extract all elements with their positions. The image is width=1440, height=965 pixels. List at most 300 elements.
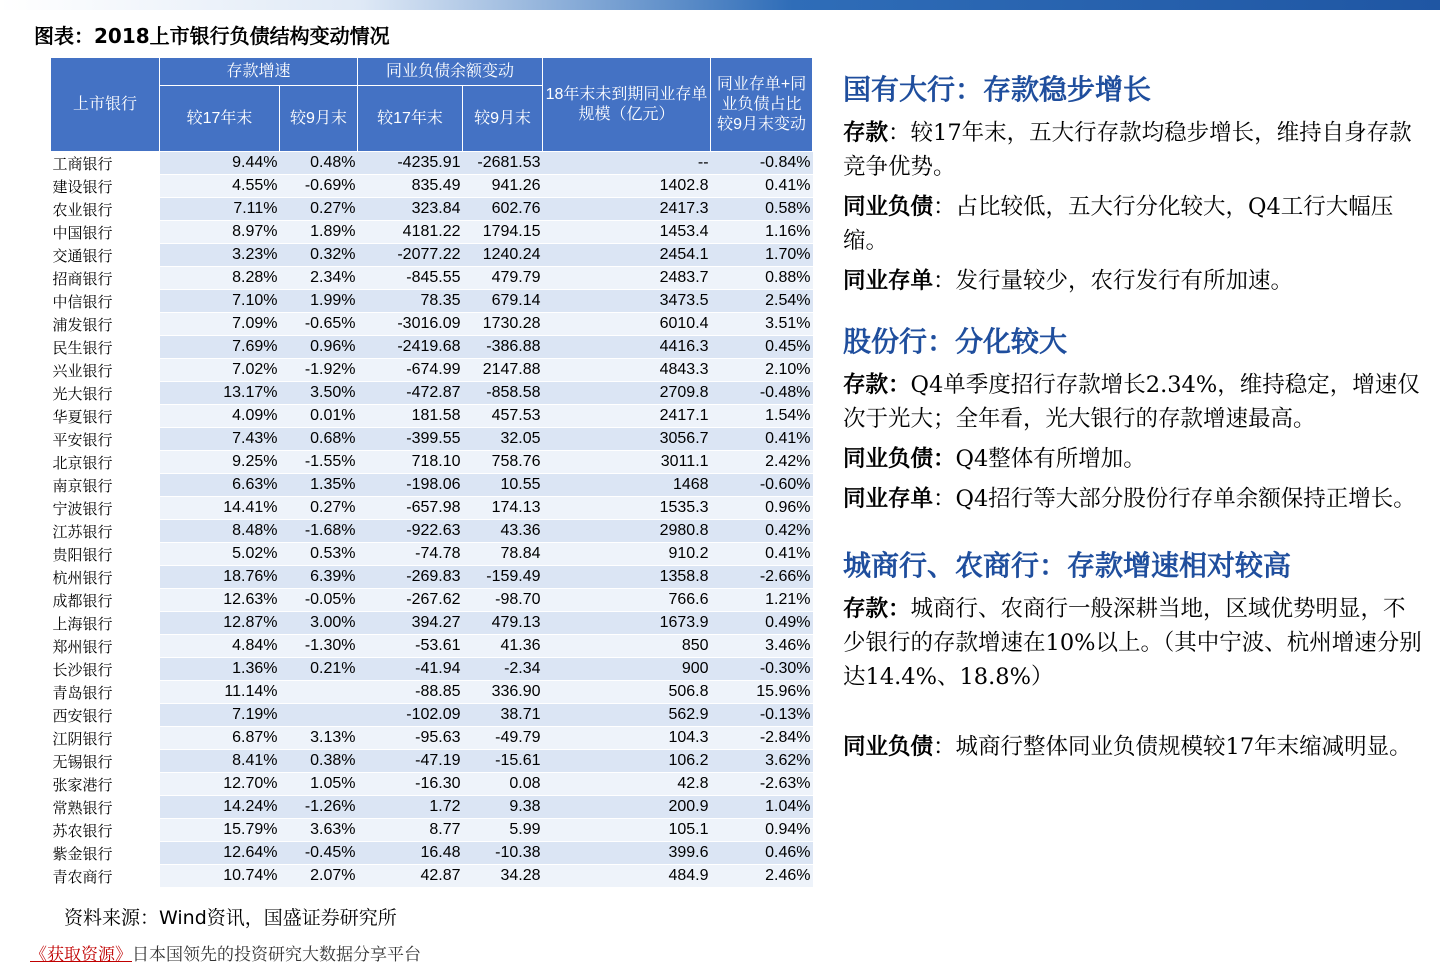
paragraph-label: 同业负债 xyxy=(843,734,934,760)
header-bank: 上市银行 xyxy=(51,58,160,152)
footer-text: 日本国领先的投资研究大数据分享平台 xyxy=(132,945,421,965)
ratio-change-cell: 1.54% xyxy=(711,405,813,428)
ratio-change-cell: -0.13% xyxy=(711,704,813,727)
deposit-vs9-cell: 6.39% xyxy=(280,566,358,589)
bank-name-cell: 中国银行 xyxy=(51,221,160,244)
table-row xyxy=(51,451,813,474)
table-row xyxy=(51,750,813,773)
ncd-maturing-cell: 1358.8 xyxy=(543,566,711,589)
deposit-vs17-cell: 4.55% xyxy=(160,175,280,198)
deposit-vs17-cell: 11.14% xyxy=(160,681,280,704)
ratio-change-cell: -2.63% xyxy=(711,773,813,796)
deposit-vs17-cell: 1.36% xyxy=(160,658,280,681)
section-heading: 城商行、农商行：存款增速相对较高 xyxy=(843,549,1292,582)
interbank-vs9-cell: 5.99 xyxy=(463,819,543,842)
commentary-panel xyxy=(843,68,1423,764)
deposit-vs9-cell: 2.34% xyxy=(280,267,358,290)
bank-name-cell: 青农商行 xyxy=(51,865,160,888)
ratio-change-cell: 0.94% xyxy=(711,819,813,842)
ratio-change-cell: 2.46% xyxy=(711,865,813,888)
table-row xyxy=(51,175,813,198)
bank-name-cell: 兴业银行 xyxy=(51,359,160,382)
table-row xyxy=(51,290,813,313)
bank-name-cell: 江苏银行 xyxy=(51,520,160,543)
ncd-maturing-cell: 106.2 xyxy=(543,750,711,773)
deposit-vs9-cell: 3.50% xyxy=(280,382,358,405)
interbank-vs17-cell: -47.19 xyxy=(358,750,463,773)
bank-name-cell: 贵阳银行 xyxy=(51,543,160,566)
interbank-vs17-cell: -88.85 xyxy=(358,681,463,704)
ncd-maturing-cell: 104.3 xyxy=(543,727,711,750)
table-row xyxy=(51,819,813,842)
deposit-vs9-cell: 0.68% xyxy=(280,428,358,451)
interbank-vs17-cell: 394.27 xyxy=(358,612,463,635)
ratio-change-cell: 0.96% xyxy=(711,497,813,520)
ncd-maturing-cell: 399.6 xyxy=(543,842,711,865)
ratio-change-cell: 0.88% xyxy=(711,267,813,290)
ncd-maturing-cell: 2454.1 xyxy=(543,244,711,267)
bank-name-cell: 青岛银行 xyxy=(51,681,160,704)
ncd-maturing-cell: 1535.3 xyxy=(543,497,711,520)
paragraph-text: ：城商行整体同业负债规模较17年末缩减明显。 xyxy=(933,734,1412,760)
table-row xyxy=(51,267,813,290)
top-banner xyxy=(0,0,1440,10)
interbank-vs9-cell: 174.13 xyxy=(463,497,543,520)
interbank-vs9-cell: 457.53 xyxy=(463,405,543,428)
table-row xyxy=(51,796,813,819)
ncd-maturing-cell: 1453.4 xyxy=(543,221,711,244)
paragraph-text: 城商行、农商行一般深耕当地，区域优势明显，不少银行的存款增速在10%以上。（其中宁波、杭州增速分别达14.4%、18.8%） xyxy=(843,596,1422,690)
deposit-vs9-cell: -0.05% xyxy=(280,589,358,612)
deposit-vs9-cell: 0.32% xyxy=(280,244,358,267)
deposit-vs17-cell: 12.64% xyxy=(160,842,280,865)
deposit-vs9-cell: -1.26% xyxy=(280,796,358,819)
table-body xyxy=(51,152,813,888)
deposit-vs9-cell: 1.35% xyxy=(280,474,358,497)
interbank-vs17-cell: -269.83 xyxy=(358,566,463,589)
ratio-change-cell: 0.41% xyxy=(711,428,813,451)
footer-link[interactable]: 《获取资源》 xyxy=(30,945,132,965)
interbank-vs9-cell: 38.71 xyxy=(463,704,543,727)
deposit-vs17-cell: 7.19% xyxy=(160,704,280,727)
interbank-vs9-cell: 1240.24 xyxy=(463,244,543,267)
ratio-change-cell: 2.42% xyxy=(711,451,813,474)
deposit-vs17-cell: 8.97% xyxy=(160,221,280,244)
deposit-vs17-cell: 4.09% xyxy=(160,405,280,428)
interbank-vs9-cell: 10.55 xyxy=(463,474,543,497)
deposit-vs9-cell: 0.48% xyxy=(280,152,358,175)
interbank-vs17-cell: 42.87 xyxy=(358,865,463,888)
interbank-vs9-cell: 1730.28 xyxy=(463,313,543,336)
interbank-vs17-cell: -922.63 xyxy=(358,520,463,543)
ncd-maturing-cell: 850 xyxy=(543,635,711,658)
bank-name-cell: 长沙银行 xyxy=(51,658,160,681)
table-row xyxy=(51,405,813,428)
deposit-vs9-cell: 0.01% xyxy=(280,405,358,428)
interbank-vs9-cell: -858.58 xyxy=(463,382,543,405)
ncd-maturing-cell: 3056.7 xyxy=(543,428,711,451)
deposit-vs17-cell: 4.84% xyxy=(160,635,280,658)
interbank-vs9-cell: 34.28 xyxy=(463,865,543,888)
bank-name-cell: 上海银行 xyxy=(51,612,160,635)
interbank-vs17-cell: -3016.09 xyxy=(358,313,463,336)
paragraph xyxy=(843,190,1423,258)
deposit-vs17-cell: 12.70% xyxy=(160,773,280,796)
ratio-change-cell: 1.21% xyxy=(711,589,813,612)
ratio-change-cell: 0.42% xyxy=(711,520,813,543)
table-row xyxy=(51,566,813,589)
ncd-maturing-cell: 6010.4 xyxy=(543,313,711,336)
deposit-vs9-cell: -1.30% xyxy=(280,635,358,658)
bank-name-cell: 常熟银行 xyxy=(51,796,160,819)
deposit-vs17-cell: 7.02% xyxy=(160,359,280,382)
interbank-vs17-cell: 718.10 xyxy=(358,451,463,474)
deposit-vs9-cell: -0.65% xyxy=(280,313,358,336)
ratio-change-cell: 3.51% xyxy=(711,313,813,336)
section-joint-stock-banks xyxy=(843,320,1423,516)
deposit-vs9-cell: 0.21% xyxy=(280,658,358,681)
ncd-maturing-cell: 4843.3 xyxy=(543,359,711,382)
ncd-maturing-cell: 2417.3 xyxy=(543,198,711,221)
source-note: 资料来源：Wind资讯，国盛证券研究所 xyxy=(64,903,397,930)
table-row xyxy=(51,635,813,658)
paragraph-label: 同业存单 xyxy=(843,268,934,294)
table-row xyxy=(51,497,813,520)
ratio-change-cell: 3.46% xyxy=(711,635,813,658)
ratio-change-cell: 1.16% xyxy=(711,221,813,244)
table-row xyxy=(51,152,813,175)
bank-name-cell: 建设银行 xyxy=(51,175,160,198)
ratio-change-cell: 0.58% xyxy=(711,198,813,221)
table-row xyxy=(51,221,813,244)
deposit-vs9-cell: 3.63% xyxy=(280,819,358,842)
deposit-vs17-cell: 8.28% xyxy=(160,267,280,290)
paragraph xyxy=(843,264,1423,298)
header-interbank-vs9: 较9月末 xyxy=(463,86,543,152)
ncd-maturing-cell: 4416.3 xyxy=(543,336,711,359)
paragraph-label: 存款 xyxy=(843,120,889,146)
deposit-vs9-cell: -1.68% xyxy=(280,520,358,543)
section-heading: 国有大行：存款稳步增长 xyxy=(843,73,1152,106)
ncd-maturing-cell: 1402.8 xyxy=(543,175,711,198)
bank-name-cell: 民生银行 xyxy=(51,336,160,359)
ratio-change-cell: 2.54% xyxy=(711,290,813,313)
deposit-vs17-cell: 18.76% xyxy=(160,566,280,589)
deposit-vs17-cell: 10.74% xyxy=(160,865,280,888)
bank-name-cell: 浦发银行 xyxy=(51,313,160,336)
interbank-vs9-cell: 679.14 xyxy=(463,290,543,313)
ncd-maturing-cell: 900 xyxy=(543,658,711,681)
header-deposit-growth: 存款增速 xyxy=(160,58,358,86)
section-heading: 股份行：分化较大 xyxy=(843,325,1068,358)
paragraph xyxy=(843,730,1423,764)
table-row xyxy=(51,842,813,865)
deposit-vs9-cell xyxy=(280,681,358,704)
deposit-vs9-cell: 0.27% xyxy=(280,198,358,221)
paragraph-label: 同业负债 xyxy=(843,194,934,220)
paragraph xyxy=(843,368,1423,436)
table-row xyxy=(51,612,813,635)
bank-name-cell: 杭州银行 xyxy=(51,566,160,589)
table-row xyxy=(51,520,813,543)
deposit-vs17-cell: 7.10% xyxy=(160,290,280,313)
deposit-vs17-cell: 3.23% xyxy=(160,244,280,267)
deposit-vs9-cell: 1.99% xyxy=(280,290,358,313)
deposit-vs17-cell: 7.43% xyxy=(160,428,280,451)
deposit-vs9-cell: 0.38% xyxy=(280,750,358,773)
interbank-vs9-cell: 9.38 xyxy=(463,796,543,819)
bank-name-cell: 中信银行 xyxy=(51,290,160,313)
ncd-maturing-cell: 1468 xyxy=(543,474,711,497)
deposit-vs9-cell: -0.69% xyxy=(280,175,358,198)
interbank-vs9-cell: 479.79 xyxy=(463,267,543,290)
paragraph xyxy=(843,592,1423,694)
deposit-vs17-cell: 14.24% xyxy=(160,796,280,819)
bank-name-cell: 工商银行 xyxy=(51,152,160,175)
interbank-vs9-cell: 0.08 xyxy=(463,773,543,796)
deposit-vs17-cell: 5.02% xyxy=(160,543,280,566)
interbank-vs9-cell: 602.76 xyxy=(463,198,543,221)
bank-name-cell: 农业银行 xyxy=(51,198,160,221)
interbank-vs9-cell: 336.90 xyxy=(463,681,543,704)
ratio-change-cell: -0.30% xyxy=(711,658,813,681)
ncd-maturing-cell: 105.1 xyxy=(543,819,711,842)
ratio-change-cell: 0.46% xyxy=(711,842,813,865)
ncd-maturing-cell: -- xyxy=(543,152,711,175)
interbank-vs9-cell: 941.26 xyxy=(463,175,543,198)
ratio-change-cell: 2.10% xyxy=(711,359,813,382)
interbank-vs9-cell: 43.36 xyxy=(463,520,543,543)
ratio-change-cell: -0.60% xyxy=(711,474,813,497)
interbank-vs17-cell: -2419.68 xyxy=(358,336,463,359)
deposit-vs9-cell: -1.55% xyxy=(280,451,358,474)
deposit-vs9-cell: 1.05% xyxy=(280,773,358,796)
table-row xyxy=(51,543,813,566)
paragraph-label: 同业存单 xyxy=(843,486,934,512)
ratio-change-cell: 15.96% xyxy=(711,681,813,704)
table-row xyxy=(51,359,813,382)
deposit-vs9-cell: -0.45% xyxy=(280,842,358,865)
bank-name-cell: 苏农银行 xyxy=(51,819,160,842)
bank-name-cell: 西安银行 xyxy=(51,704,160,727)
bank-name-cell: 郑州银行 xyxy=(51,635,160,658)
ratio-change-cell: 0.45% xyxy=(711,336,813,359)
ncd-maturing-cell: 3011.1 xyxy=(543,451,711,474)
header-deposit-vs17: 较17年末 xyxy=(160,86,280,152)
ncd-maturing-cell: 1673.9 xyxy=(543,612,711,635)
interbank-vs9-cell: 2147.88 xyxy=(463,359,543,382)
ncd-maturing-cell: 42.8 xyxy=(543,773,711,796)
ratio-change-cell: 0.41% xyxy=(711,543,813,566)
bank-name-cell: 平安银行 xyxy=(51,428,160,451)
ncd-maturing-cell: 3473.5 xyxy=(543,290,711,313)
interbank-vs9-cell: 1794.15 xyxy=(463,221,543,244)
header-ncd-maturing: 18年末未到期同业存单规模（亿元） xyxy=(543,58,711,152)
bank-name-cell: 华夏银行 xyxy=(51,405,160,428)
header-interbank-change: 同业负债余额变动 xyxy=(358,58,543,86)
interbank-vs17-cell: -16.30 xyxy=(358,773,463,796)
interbank-vs9-cell: 758.76 xyxy=(463,451,543,474)
interbank-vs17-cell: 16.48 xyxy=(358,842,463,865)
interbank-vs17-cell: -41.94 xyxy=(358,658,463,681)
deposit-vs17-cell: 15.79% xyxy=(160,819,280,842)
ratio-change-cell: 0.41% xyxy=(711,175,813,198)
deposit-vs17-cell: 14.41% xyxy=(160,497,280,520)
table-row xyxy=(51,313,813,336)
ratio-change-cell: 0.49% xyxy=(711,612,813,635)
interbank-vs9-cell: -2681.53 xyxy=(463,152,543,175)
deposit-vs17-cell: 7.11% xyxy=(160,198,280,221)
interbank-vs17-cell: -53.61 xyxy=(358,635,463,658)
ncd-maturing-cell: 2483.7 xyxy=(543,267,711,290)
ratio-change-cell: 1.04% xyxy=(711,796,813,819)
table-row xyxy=(51,198,813,221)
interbank-vs17-cell: -399.55 xyxy=(358,428,463,451)
interbank-vs17-cell: -472.87 xyxy=(358,382,463,405)
deposit-vs9-cell: 3.13% xyxy=(280,727,358,750)
deposit-vs9-cell: 0.96% xyxy=(280,336,358,359)
deposit-vs17-cell: 8.48% xyxy=(160,520,280,543)
interbank-vs17-cell: -95.63 xyxy=(358,727,463,750)
interbank-vs17-cell: 1.72 xyxy=(358,796,463,819)
bank-name-cell: 光大银行 xyxy=(51,382,160,405)
paragraph-label: 存款： xyxy=(843,596,911,622)
section-city-rural-banks xyxy=(843,544,1423,764)
table-row xyxy=(51,865,813,888)
ratio-change-cell: -2.84% xyxy=(711,727,813,750)
footer-line xyxy=(30,940,421,965)
deposit-vs17-cell: 12.63% xyxy=(160,589,280,612)
ratio-change-cell: 1.70% xyxy=(711,244,813,267)
deposit-vs9-cell: 1.89% xyxy=(280,221,358,244)
interbank-vs17-cell: -4235.91 xyxy=(358,152,463,175)
table-row xyxy=(51,474,813,497)
interbank-vs17-cell: 323.84 xyxy=(358,198,463,221)
bank-name-cell: 交通银行 xyxy=(51,244,160,267)
header-interbank-vs17: 较17年末 xyxy=(358,86,463,152)
paragraph xyxy=(843,116,1423,184)
bank-name-cell: 成都银行 xyxy=(51,589,160,612)
table-row xyxy=(51,704,813,727)
interbank-vs9-cell: -386.88 xyxy=(463,336,543,359)
deposit-vs9-cell: 2.07% xyxy=(280,865,358,888)
header-ratio-change: 同业存单+同业负债占比较9月末变动 xyxy=(711,58,813,152)
bank-name-cell: 南京银行 xyxy=(51,474,160,497)
bank-name-cell: 宁波银行 xyxy=(51,497,160,520)
interbank-vs9-cell: -98.70 xyxy=(463,589,543,612)
table-row xyxy=(51,336,813,359)
ncd-maturing-cell: 200.9 xyxy=(543,796,711,819)
interbank-vs9-cell: -15.61 xyxy=(463,750,543,773)
header-deposit-vs9: 较9月末 xyxy=(280,86,358,152)
ratio-change-cell: 3.62% xyxy=(711,750,813,773)
paragraph-text: ：发行量较少，农行发行有所加速。 xyxy=(933,268,1294,294)
ncd-maturing-cell: 562.9 xyxy=(543,704,711,727)
deposit-vs9-cell: 0.53% xyxy=(280,543,358,566)
table-row xyxy=(51,589,813,612)
interbank-vs9-cell: 41.36 xyxy=(463,635,543,658)
ncd-maturing-cell: 2980.8 xyxy=(543,520,711,543)
table-row xyxy=(51,681,813,704)
paragraph xyxy=(843,482,1423,516)
ratio-change-cell: -0.84% xyxy=(711,152,813,175)
deposit-vs17-cell: 13.17% xyxy=(160,382,280,405)
interbank-vs17-cell: -674.99 xyxy=(358,359,463,382)
ratio-change-cell: -2.66% xyxy=(711,566,813,589)
paragraph-label: 存款： xyxy=(843,372,911,398)
paragraph-text: Q4单季度招行存款增长2.34%，维持稳定，增速仅次于光大；全年看，光大银行的存款增速最高。 xyxy=(843,372,1420,432)
bank-name-cell: 北京银行 xyxy=(51,451,160,474)
paragraph xyxy=(843,442,1423,476)
interbank-vs9-cell: -159.49 xyxy=(463,566,543,589)
interbank-vs17-cell: 835.49 xyxy=(358,175,463,198)
deposit-vs9-cell xyxy=(280,704,358,727)
ncd-maturing-cell: 766.6 xyxy=(543,589,711,612)
paragraph-text: ：Q4招行等大部分股份行存单余额保持正增长。 xyxy=(933,486,1416,512)
paragraph-label: 同业负债： xyxy=(843,446,956,472)
bank-liability-table xyxy=(50,57,813,888)
interbank-vs9-cell: -49.79 xyxy=(463,727,543,750)
deposit-vs17-cell: 8.41% xyxy=(160,750,280,773)
ncd-maturing-cell: 910.2 xyxy=(543,543,711,566)
interbank-vs17-cell: 4181.22 xyxy=(358,221,463,244)
deposit-vs9-cell: -1.92% xyxy=(280,359,358,382)
interbank-vs17-cell: -845.55 xyxy=(358,267,463,290)
interbank-vs9-cell: -10.38 xyxy=(463,842,543,865)
interbank-vs17-cell: 8.77 xyxy=(358,819,463,842)
paragraph-text: ：占比较低，五大行分化较大，Q4工行大幅压缩。 xyxy=(843,194,1394,254)
interbank-vs17-cell: -102.09 xyxy=(358,704,463,727)
interbank-vs17-cell: -657.98 xyxy=(358,497,463,520)
deposit-vs17-cell: 9.44% xyxy=(160,152,280,175)
interbank-vs9-cell: 479.13 xyxy=(463,612,543,635)
deposit-vs9-cell: 0.27% xyxy=(280,497,358,520)
paragraph-text: Q4整体有所增加。 xyxy=(955,446,1146,472)
section-state-banks xyxy=(843,68,1423,298)
table-row xyxy=(51,382,813,405)
interbank-vs17-cell: -74.78 xyxy=(358,543,463,566)
table-row xyxy=(51,658,813,681)
deposit-vs17-cell: 12.87% xyxy=(160,612,280,635)
deposit-vs9-cell: 3.00% xyxy=(280,612,358,635)
bank-name-cell: 招商银行 xyxy=(51,267,160,290)
interbank-vs17-cell: -198.06 xyxy=(358,474,463,497)
deposit-vs17-cell: 6.63% xyxy=(160,474,280,497)
interbank-vs17-cell: 181.58 xyxy=(358,405,463,428)
table-row xyxy=(51,727,813,750)
table-row xyxy=(51,244,813,267)
ratio-change-cell: -0.48% xyxy=(711,382,813,405)
interbank-vs17-cell: -267.62 xyxy=(358,589,463,612)
interbank-vs17-cell: -2077.22 xyxy=(358,244,463,267)
table-row xyxy=(51,773,813,796)
ncd-maturing-cell: 2417.1 xyxy=(543,405,711,428)
deposit-vs17-cell: 7.69% xyxy=(160,336,280,359)
deposit-vs17-cell: 7.09% xyxy=(160,313,280,336)
interbank-vs9-cell: 78.84 xyxy=(463,543,543,566)
interbank-vs9-cell: -2.34 xyxy=(463,658,543,681)
ncd-maturing-cell: 2709.8 xyxy=(543,382,711,405)
bank-name-cell: 江阴银行 xyxy=(51,727,160,750)
deposit-vs17-cell: 9.25% xyxy=(160,451,280,474)
table-row xyxy=(51,428,813,451)
bank-name-cell: 紫金银行 xyxy=(51,842,160,865)
ncd-maturing-cell: 506.8 xyxy=(543,681,711,704)
ncd-maturing-cell: 484.9 xyxy=(543,865,711,888)
bank-name-cell: 无锡银行 xyxy=(51,750,160,773)
deposit-vs17-cell: 6.87% xyxy=(160,727,280,750)
interbank-vs17-cell: 78.35 xyxy=(358,290,463,313)
